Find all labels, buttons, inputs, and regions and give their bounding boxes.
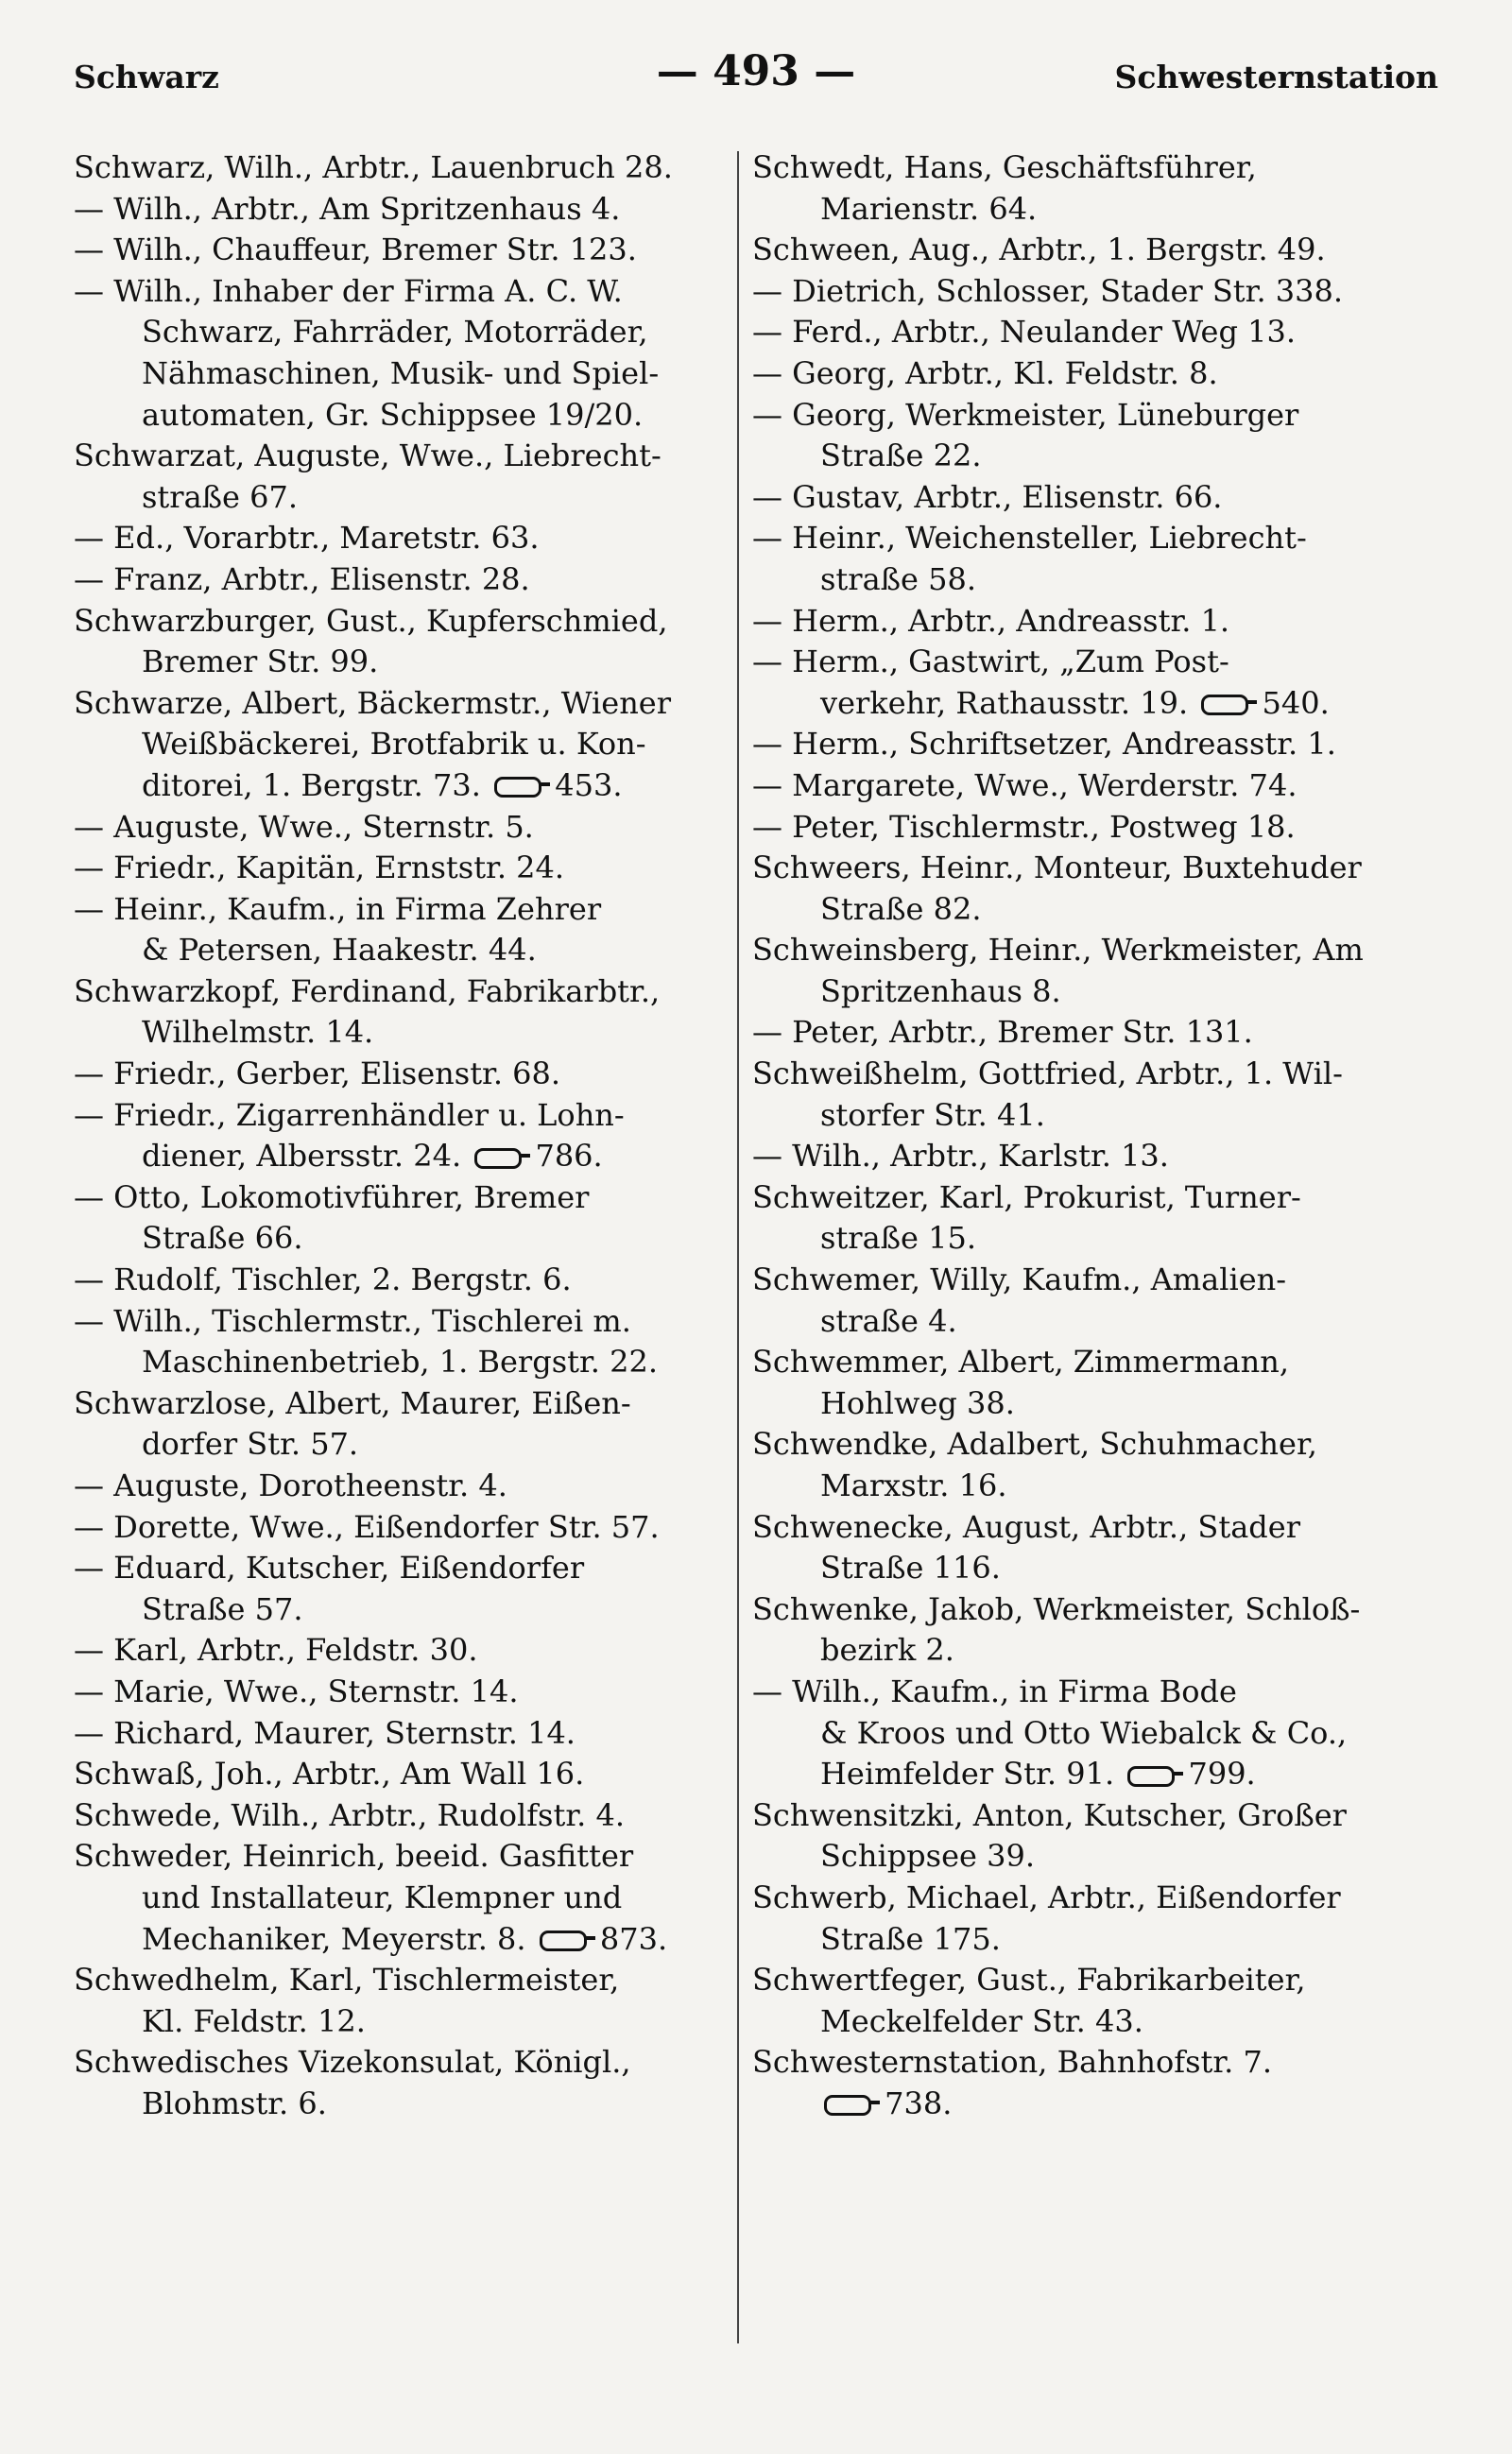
entry-text: Spritzenhaus 8. [820,972,1061,1009]
entry-text: Schween, Aug., Arbtr., 1. Bergstr. 49. [752,232,1326,268]
directory-line [74,518,724,559]
entry-text: Schwarzburger, Gust., Kupferschmied, [74,602,668,639]
entry-text: & Petersen, Haakestr. 44. [142,932,537,969]
directory-line [752,2084,1402,2125]
entry-text: Bremer Str. 99. [142,644,379,680]
entry-text: — Herm., Gastwirt, „Zum Post- [752,644,1229,680]
telephone-icon [494,777,541,798]
directory-line [752,1342,1402,1383]
entry-text: Schwedisches Vizekonsulat, Königl., [74,2044,631,2081]
directory-line [752,147,1402,189]
directory-line [752,559,1402,601]
entry-text: Schweißhelm, Gottfried, Arbtr., 1. Wil- [752,1055,1343,1092]
entry-text: & Kroos und Otto Wiebalck & Co., [820,1714,1348,1751]
directory-line [74,312,724,353]
directory-line [752,971,1402,1013]
header-right-keyword: Schwesternstation [1114,59,1438,95]
directory-line [752,1260,1402,1301]
directory-line [752,683,1402,725]
entry-text: Schwaß, Joh., Arbtr., Am Wall 16. [74,1756,585,1793]
directory-line [752,1218,1402,1260]
entry-text: — Friedr., Kapitän, Ernststr. 24. [74,849,565,886]
directory-line [752,1960,1402,2001]
entry-text: straße 15. [820,1220,977,1257]
entry-text: — Friedr., Zigarrenhändler u. Lohn- [74,1096,625,1133]
directory-line [74,1218,724,1260]
phone-number: 738. [885,2085,953,2121]
entry-text: Schwenecke, August, Arbtr., Stader [752,1508,1300,1545]
telephone-icon [474,1148,522,1169]
entry-text: Schwenke, Jakob, Werkmeister, Schloß- [752,1590,1361,1627]
entry-text: Schwarzat, Auguste, Wwe., Liebrecht- [74,438,662,474]
entry-text: Schwarz, Wilh., Arbtr., Lauenbruch 28. [74,149,673,185]
entry-text: — Georg, Arbtr., Kl. Feldstr. 8. [752,354,1218,391]
directory-line [752,189,1402,231]
entry-text: — Peter, Tischlermstr., Postweg 18. [752,808,1296,845]
page-number: — 493 — [656,47,856,95]
directory-line [74,1136,724,1177]
directory-line [752,1919,1402,1961]
directory-line [752,2042,1402,2084]
phone-number: 873. [599,1920,668,1957]
directory-line [74,395,724,437]
entry-text: Hohlweg 38. [820,1384,1015,1421]
directory-line [752,395,1402,437]
directory-line [74,559,724,601]
column-divider [737,151,739,2343]
directory-line [74,930,724,971]
directory-line [74,1713,724,1755]
directory-line [74,601,724,643]
entry-text: — Herm., Arbtr., Andreasstr. 1. [752,602,1230,639]
entry-text: — Heinr., Weichensteller, Liebrecht- [752,520,1307,557]
directory-line [752,724,1402,765]
directory-line [74,147,724,189]
directory-line [752,1878,1402,1919]
directory-line [74,1095,724,1137]
directory-line [74,1548,724,1589]
directory-line [752,1136,1402,1177]
directory-line [74,436,724,477]
entry-text: — Franz, Arbtr., Elisenstr. 28. [74,560,530,597]
entry-text: — Gustav, Arbtr., Elisenstr. 66. [752,478,1223,515]
directory-line [74,889,724,931]
entry-text: Straße 66. [142,1220,303,1257]
directory-line [74,1466,724,1507]
directory-line [752,1713,1402,1755]
directory-line [74,683,724,725]
entry-text: Weißbäckerei, Brotfabrik u. Kon- [142,726,646,763]
directory-line [752,1672,1402,1713]
entry-text: Schweder, Heinrich, beeid. Gasfitter [74,1838,634,1875]
entry-text: Schippsee 39. [820,1838,1036,1875]
directory-line [74,1054,724,1095]
entry-text: Schwensitzki, Anton, Kutscher, Großer [752,1796,1347,1833]
directory-line [74,1260,724,1301]
directory-line [74,971,724,1013]
entry-text: Schwendke, Adalbert, Schuhmacher, [752,1426,1317,1463]
entry-text: straße 4. [820,1302,957,1339]
directory-line [752,1466,1402,1507]
directory-line [74,2001,724,2043]
directory-line [74,1383,724,1425]
entry-text: Schwedhelm, Karl, Tischlermeister, [74,1962,620,1999]
entry-text: Schwerb, Michael, Arbtr., Eißendorfer [752,1879,1341,1915]
directory-line [752,1424,1402,1466]
directory-line [74,807,724,849]
directory-line [752,1507,1402,1549]
directory-line [752,889,1402,931]
entry-text: — Ferd., Arbtr., Neulander Weg 13. [752,314,1297,351]
entry-text: Schwarzkopf, Ferdinand, Fabrikarbtr., [74,972,661,1009]
directory-line [752,230,1402,271]
entry-text: — Marie, Wwe., Sternstr. 14. [74,1673,519,1709]
directory-line [752,1012,1402,1054]
entry-text: — Wilh., Tischlermstr., Tischlerei m. [74,1302,631,1339]
directory-line [74,1424,724,1466]
entry-text: Schwede, Wilh., Arbtr., Rudolfstr. 4. [74,1796,625,1833]
entry-text: — Richard, Maurer, Sternstr. 14. [74,1714,576,1751]
entry-text: Schwemmer, Albert, Zimmermann, [752,1344,1289,1381]
directory-line [752,1095,1402,1137]
entry-text: — Auguste, Wwe., Sternstr. 5. [74,808,534,845]
entry-text: und Installateur, Klempner und [142,1879,623,1915]
directory-line [74,1960,724,2001]
entry-text: — Georg, Werkmeister, Lüneburger [752,396,1299,433]
entry-text: Schwedt, Hans, Geschäftsführer, [752,149,1257,185]
directory-line [74,1507,724,1549]
directory-line [752,477,1402,519]
directory-line [752,848,1402,889]
directory-line [74,189,724,231]
directory-line [74,230,724,271]
directory-line [74,765,724,807]
telephone-icon [1201,695,1248,715]
entry-text: — Otto, Lokomotivführer, Bremer [74,1178,590,1215]
entry-text: — Dorette, Wwe., Eißendorfer Str. 57. [74,1508,660,1545]
directory-line [74,1672,724,1713]
directory-line [74,2084,724,2125]
directory-line [752,353,1402,395]
entry-text: Schweinsberg, Heinr., Werkmeister, Am [752,932,1364,969]
phone-number: 786. [535,1138,603,1175]
directory-line [752,518,1402,559]
directory-line [752,1795,1402,1837]
directory-line [74,2042,724,2084]
entry-text: verkehr, Rathausstr. 19. [820,684,1189,721]
directory-line [752,765,1402,807]
directory-line [74,353,724,395]
directory-line [752,601,1402,643]
entry-text: — Herm., Schriftsetzer, Andreasstr. 1. [752,726,1336,763]
telephone-icon [824,2095,871,2116]
directory-line [74,477,724,519]
directory-line [752,1548,1402,1589]
directory-line [752,271,1402,313]
phone-number: 453. [555,766,623,803]
directory-line [752,2001,1402,2043]
entry-text: Schwarz, Fahrräder, Motorräder, [142,314,648,351]
entry-text: Blohmstr. 6. [142,2085,327,2121]
entry-text: bezirk 2. [820,1632,954,1669]
entry-text: Schweers, Heinr., Monteur, Buxtehuder [752,849,1362,886]
telephone-icon [1127,1766,1175,1787]
phone-number: 799. [1188,1756,1256,1793]
entry-text: — Friedr., Gerber, Elisenstr. 68. [74,1055,561,1092]
directory-line [74,848,724,889]
entry-text: Marienstr. 64. [820,190,1038,227]
directory-line [74,1919,724,1961]
directory-line [752,930,1402,971]
directory-line [752,1054,1402,1095]
directory-line [74,1878,724,1919]
entry-text: Heimfelder Str. 91. [820,1756,1115,1793]
directory-line [74,271,724,313]
entry-text: Schwarzlose, Albert, Maurer, Eißen- [74,1384,631,1421]
entry-text: Wilhelmstr. 14. [142,1014,374,1051]
entry-text: Meckelfelder Str. 43. [820,2002,1143,2039]
directory-line [752,1177,1402,1219]
entry-text: Schweitzer, Karl, Prokurist, Turner- [752,1178,1301,1215]
directory-line [74,724,724,765]
directory-line [74,1177,724,1219]
telephone-icon [540,1931,587,1951]
right-column [752,147,1402,2125]
directory-line [74,1342,724,1383]
entry-text: Schwertfeger, Gust., Fabrikarbeiter, [752,1962,1306,1999]
directory-line [752,1301,1402,1343]
entry-text: — Wilh., Arbtr., Karlstr. 13. [752,1138,1169,1175]
directory-line [752,1383,1402,1425]
directory-line [752,312,1402,353]
entry-text: Marxstr. 16. [820,1467,1007,1503]
entry-text: Straße 82. [820,890,982,927]
entry-text: ditorei, 1. Bergstr. 73. [142,766,481,803]
directory-line [752,1589,1402,1631]
entry-text: — Rudolf, Tischler, 2. Bergstr. 6. [74,1261,572,1298]
entry-text: Maschinenbetrieb, 1. Bergstr. 22. [142,1344,658,1381]
left-column [74,147,724,2125]
directory-line [752,642,1402,683]
entry-text: — Wilh., Chauffeur, Bremer Str. 123. [74,232,637,268]
entry-text: — Auguste, Dorotheenstr. 4. [74,1467,507,1503]
entry-text: Straße 175. [820,1920,1001,1957]
entry-text: Schwemer, Willy, Kaufm., Amalien- [752,1261,1287,1298]
entry-text: Straße 57. [142,1590,303,1627]
entry-text: Straße 116. [820,1550,1001,1587]
entry-text: — Peter, Arbtr., Bremer Str. 131. [752,1014,1253,1051]
phone-number: 540. [1262,684,1330,721]
directory-line [74,1795,724,1837]
directory-line [74,642,724,683]
directory-line [752,436,1402,477]
entry-text: Mechaniker, Meyerstr. 8. [142,1920,526,1957]
entry-text: straße 58. [820,560,977,597]
directory-line [752,1836,1402,1878]
entry-text: Schwarze, Albert, Bäckermstr., Wiener [74,684,672,721]
entry-text: storfer Str. 41. [820,1096,1045,1133]
directory-line [752,1630,1402,1672]
directory-line [74,1630,724,1672]
entry-text: Nähmaschinen, Musik- und Spiel- [142,354,660,391]
directory-line [74,1754,724,1795]
entry-text: — Wilh., Arbtr., Am Spritzenhaus 4. [74,190,621,227]
directory-line [74,1301,724,1343]
entry-text: automaten, Gr. Schippsee 19/20. [142,396,644,433]
entry-text: diener, Albersstr. 24. [142,1138,462,1175]
directory-line [752,807,1402,849]
entry-text: — Ed., Vorarbtr., Maretstr. 63. [74,520,540,557]
entry-text: straße 67. [142,478,299,515]
entry-text: — Eduard, Kutscher, Eißendorfer [74,1550,585,1587]
entry-text: — Heinr., Kaufm., in Firma Zehrer [74,890,602,927]
directory-line [74,1012,724,1054]
entry-text: — Dietrich, Schlosser, Stader Str. 338. [752,272,1344,309]
directory-line [74,1589,724,1631]
entry-text: — Karl, Arbtr., Feldstr. 30. [74,1632,478,1669]
entry-text: Kl. Feldstr. 12. [142,2002,366,2039]
entry-text: — Margarete, Wwe., Werderstr. 74. [752,766,1297,803]
entry-text: Straße 22. [820,438,982,474]
entry-text: Schwesternstation, Bahnhofstr. 7. [752,2044,1273,2081]
header-left-keyword: Schwarz [74,59,219,95]
entry-text: — Wilh., Kaufm., in Firma Bode [752,1673,1237,1709]
directory-line [74,1836,724,1878]
directory-line [752,1754,1402,1795]
entry-text: — Wilh., Inhaber der Firma A. C. W. [74,272,623,309]
entry-text: dorfer Str. 57. [142,1426,359,1463]
